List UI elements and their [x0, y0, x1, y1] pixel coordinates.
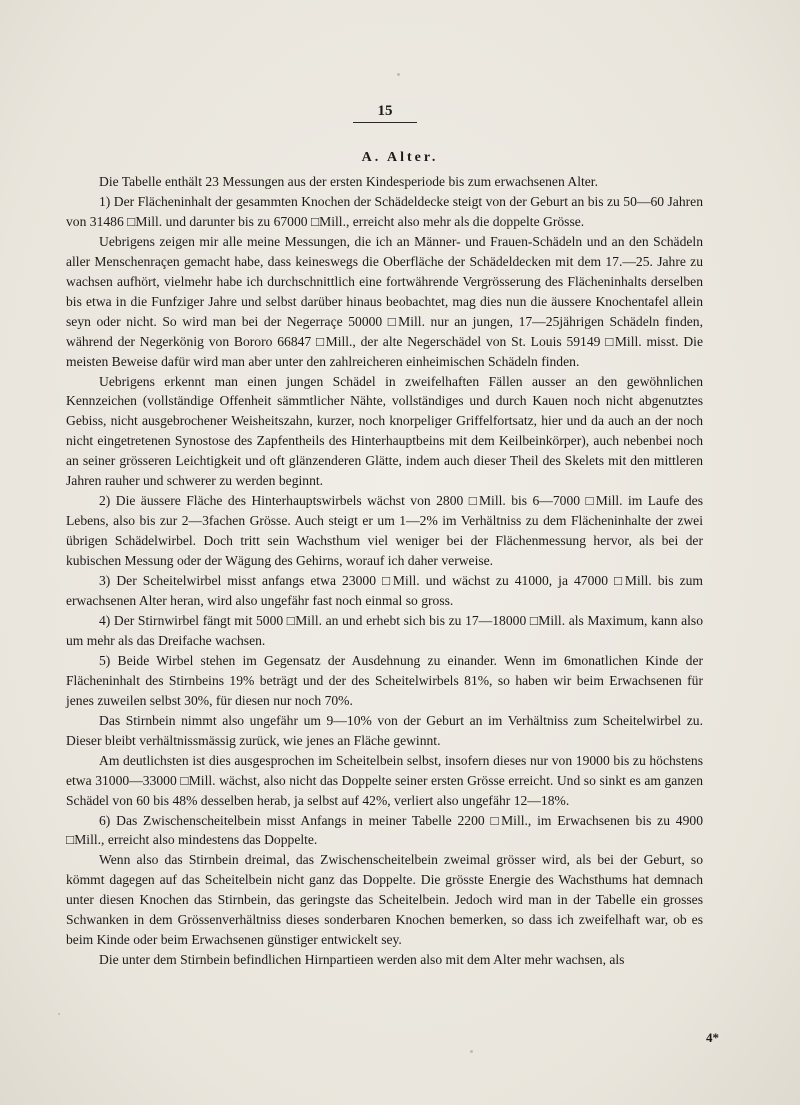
- paragraph: 6) Das Zwischenscheitelbein misst Anfangs in meiner Tabelle 2200 □Mill., im Erwachsenen bis zu 4900 □Mill., erreicht also mindestens das Doppelte.: [66, 812, 703, 848]
- paragraph: 4) Der Stirnwirbel fängt mit 5000 □Mill. an und erhebt sich bis zu 17—18000 □Mill. als Maximum, kann also um mehr als das Dreifache wachsen.: [66, 612, 703, 648]
- paragraph: Uebrigens erkennt man einen jungen Schädel in zweifelhaften Fällen ausser an den gewöhnlichen Kennzeichen (vollständige Offenheit sämmtlicher Nähte, vollständiges und durch Kauen noch nicht abgenutztes Gebiss, nicht ausgebrochener Weisheitszahn, kurzer, noch knorpeliger Griffelfortsatz, hier und da auch an der noch nicht eingetretenen Synostose des Zapfentheils des Hinterhauptbeins mit dem Keilbeinkörper), auch nebenbei noch an seiner grösseren Leichtigkeit und oft glänzenderen Glätte, indem auch dieser Theil des Skelets mit den mittleren Jahren rauher und schwerer zu werden beginnt.: [66, 373, 703, 489]
- paragraph: Am deutlichsten ist dies ausgesprochen im Scheitelbein selbst, insofern dieses nur von 19000 bis zu höchstens etwa 31000—33000 □Mill. wächst, also nicht das Doppelte seiner ersten Grösse erreicht. Und so sinkt es am ganzen Schädel von 60 bis 48% desselben herab, ja selbst auf 42%, verliert also ungefähr 12—18%.: [66, 752, 703, 808]
- paragraph: Die Tabelle enthält 23 Messungen aus der ersten Kindesperiode bis zum erwachsenen Alter.: [99, 174, 598, 189]
- paragraph: Wenn also das Stirnbein dreimal, das Zwischenscheitelbein zweimal grösser wird, als bei der Geburt, so kömmt dagegen auf das Scheitelbein nicht ganz das Doppelte. Die grösste Energie des Wachsthums hat demnach unter diesen Knochen das Stirnbein, das geringste das Scheitelbein. Jedoch wird man in der Tabelle ein grosses Schwanken in dem Grössenverhältniss dieses sonderbaren Knochen bemerken, so dass ich zweifelhaft war, ob es beim Kinde oder beim Erwachsenen günstiger entwickelt sey.: [66, 852, 703, 948]
- paragraph: Die unter dem Stirnbein befindlichen Hirnpartieen werden also mit dem Alter mehr wachsen, als: [99, 952, 625, 968]
- paragraph: 2) Die äussere Fläche des Hinterhauptswirbels wächst von 2800 □Mill. bis 6—7000 □Mill. im Laufe des Lebens, also bis zur 2—3fachen Grösse. Auch steigt er um 1—2% im Verhältniss zu dem Flächeninhalte der zwei übrigen Schädelwirbel. Doch tritt sein Wachsthum viel weniger bei der Flächenmessung hervor, als bei der kubischen Messung oder der Wägung des Gehirns, worauf ich daher verweise.: [66, 493, 703, 569]
- paragraph: 3) Der Scheitelwirbel misst anfangs etwa 23000 □Mill. und wächst zu 41000, ja 47000 □Mill. bis zum erwachsenen Alter heran, wird also ungefähr fast noch einmal so gross.: [66, 573, 703, 609]
- paper-speck: [397, 73, 400, 76]
- paragraph: 5) Beide Wirbel stehen im Gegensatz der Ausdehnung zu einander. Wenn im 6monatlichen Kinde der Flächeninhalt des Stirnbeins 19% beträgt und der des Scheitelwirbels 81%, so haben wir beim Erwachsenen für jenes zuweilen selbst 30%, für diesen nur noch 70%.: [66, 652, 703, 708]
- paragraph: Das Stirnbein nimmt also ungefähr um 9—10% von der Geburt an im Verhältniss zum Scheitelwirbel zu. Dieser bleibt verhältnissmässig zurück, wie jenes an Fläche gewinnt.: [66, 712, 703, 748]
- page-number: 15: [353, 103, 417, 123]
- section-title: A. Alter.: [361, 150, 439, 165]
- paper-speck: [470, 1050, 473, 1053]
- signature-mark: 4*: [706, 1030, 719, 1045]
- paragraph: Uebrigens zeigen mir alle meine Messungen, die ich an Männer- und Frauen-Schädeln und an den Schädeln aller Menschenraçen gemacht habe, dass keineswegs die Oberfläche der Schädeldecken mit dem 17.—25. Jahre zu wachsen aufhört, vielmehr habe ich durchschnittlich eine fortwährende Vergrösserung des Flächeninhalts derselben bis etwa in die Funfziger Jahre und selbst darüber hinaus beobachtet, mag dies nun die äussere Knochentafel allein seyn oder nicht. So wird man bei der Negerraçe 50000 □Mill. nur an jungen, 17—25jährigen Schädeln finden, während der Negerkönig von Bororo 66847 □Mill., der alte Negerschädel von St. Louis 59149 □Mill. misst. Die meisten Beweise dafür wird man aber unter den zahlreicheren einheimischen Schädeln finden.: [66, 233, 703, 369]
- body-text: [66, 172, 703, 970]
- paper-speck: [58, 1013, 60, 1015]
- paragraph: 1) Der Flächeninhalt der gesammten Knochen der Schädeldecke steigt von der Geburt an bis zu 50—60 Jahren von 31486 □Mill. und darunter bis zu 67000 □Mill., erreicht also mehr als die doppelte Grösse.: [66, 193, 703, 229]
